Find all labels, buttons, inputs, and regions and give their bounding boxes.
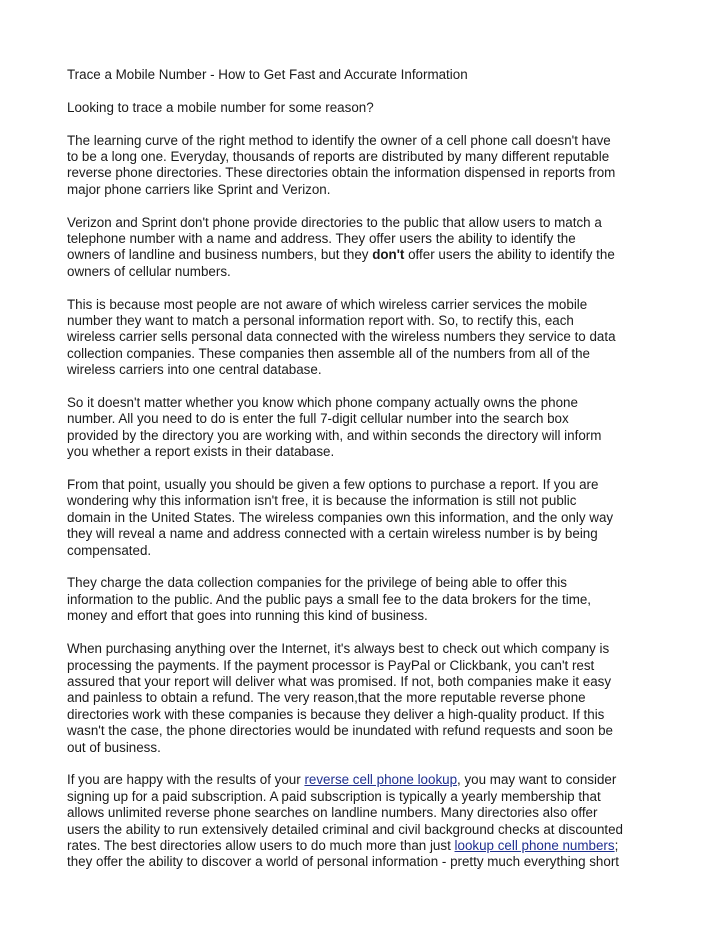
- text-line: compensated.: [67, 542, 152, 558]
- text-line: wondering why this information isn't free, it is because the information is still not public: [67, 493, 577, 509]
- text-line: wasn't the case, the phone directories would be inundated with refund requests and soon be: [67, 723, 613, 739]
- text-line: owners of cellular numbers.: [67, 263, 231, 279]
- text-line: rates. The best directories allow users to do much more than just lookup cell phone numbers;: [67, 837, 619, 853]
- text-line: This is because most people are not aware of which wireless carrier services the mobile: [67, 296, 588, 312]
- text-line: and painless to obtain a refund. The very reason,that the more reputable reverse phone: [67, 690, 586, 706]
- text-line: information to the public. And the public pays a small fee to the data brokers for the time,: [67, 591, 592, 607]
- document-title: Trace a Mobile Number - How to Get Fast and Accurate Information: [67, 67, 468, 82]
- text-line: out of business.: [67, 739, 161, 755]
- text-line: you whether a report exists in their database.: [67, 444, 335, 460]
- paragraph-5: [67, 477, 663, 559]
- text-line: users the ability to run extensively detailed criminal and civil background checks at discounted: [67, 821, 624, 837]
- text-line: wireless carriers into one central database.: [67, 362, 322, 378]
- reverse-cell-phone-lookup-link[interactable]: reverse cell phone lookup: [304, 772, 458, 788]
- text-line: processing the payments. If the payment processor is PayPal or Clickbank, you can't rest: [67, 657, 595, 673]
- text-line: they offer the ability to discover a world of personal information - pretty much everything short: [67, 854, 620, 870]
- text-line: money and effort that goes into running this kind of business.: [67, 608, 428, 624]
- text-line: signing up for a paid subscription. A paid subscription is typically a yearly membership that: [67, 788, 601, 804]
- text-line: number they want to match a personal information report with. So, to rectify this, each: [67, 313, 574, 329]
- text-line: assured that your report will deliver what was promised. If not, both companies make it easy: [67, 673, 612, 689]
- text-line: reverse phone directories. These directories obtain the information dispensed in reports from: [67, 165, 616, 181]
- document-page: [67, 67, 663, 887]
- text-line: they will reveal a name and address connected with a certain wireless number is by being: [67, 526, 598, 542]
- paragraph-1: [67, 133, 663, 199]
- text-line: telephone number with a name and address. They offer users the ability to identify the: [67, 231, 576, 247]
- lookup-cell-phone-numbers-link[interactable]: lookup cell phone numbers: [454, 837, 615, 853]
- text-line: directories work with these companies is because they deliver a high-quality product. If this: [67, 706, 605, 722]
- text-line: From that point, usually you should be given a few options to purchase a report. If you are: [67, 477, 599, 493]
- text-line: owners of landline and business numbers, but they don't offer users the ability to identify the: [67, 247, 615, 263]
- paragraph-2: [67, 215, 663, 281]
- text-line: allows unlimited reverse phone searches on landline numbers. Many directories also offer: [67, 805, 598, 821]
- text-line: They charge the data collection companies for the privilege of being able to offer this: [67, 575, 567, 591]
- text-line: collection companies. These companies then assemble all of the numbers from all of the: [67, 345, 591, 361]
- text-line: major phone carriers like Sprint and Verizon.: [67, 181, 331, 197]
- emphasis-dont: don't: [372, 247, 405, 263]
- text-line: The learning curve of the right method to identify the owner of a cell phone call doesn't have: [67, 132, 611, 148]
- text-line: number. All you need to do is enter the full 7-digit cellular number into the search box: [67, 411, 569, 427]
- text-line: When purchasing anything over the Internet, it's always best to check out which company is: [67, 641, 610, 657]
- text-line: to be a long one. Everyday, thousands of reports are distributed by many different reputable: [67, 149, 610, 164]
- paragraph-4: [67, 395, 663, 461]
- text-line: domain in the United States. The wireless companies own this information, and the only way: [67, 509, 614, 525]
- text-line: Verizon and Sprint don't phone provide directories to the public that allow users to match a: [67, 214, 602, 230]
- paragraph-8: [67, 772, 663, 870]
- paragraph-3: [67, 297, 663, 379]
- text-line: wireless carrier sells personal data connected with the wireless numbers they service to data: [67, 329, 616, 345]
- text-line: provided by the directory you are working with, and within seconds the directory will inform: [67, 427, 602, 443]
- text-line: So it doesn't matter whether you know which phone company actually owns the phone: [67, 395, 578, 411]
- paragraph-7: [67, 641, 663, 756]
- intro-paragraph: Looking to trace a mobile number for some reason?: [67, 99, 374, 115]
- paragraph-6: [67, 575, 663, 624]
- text-line: If you are happy with the results of your reverse cell phone lookup, you may want to consider: [67, 772, 617, 788]
